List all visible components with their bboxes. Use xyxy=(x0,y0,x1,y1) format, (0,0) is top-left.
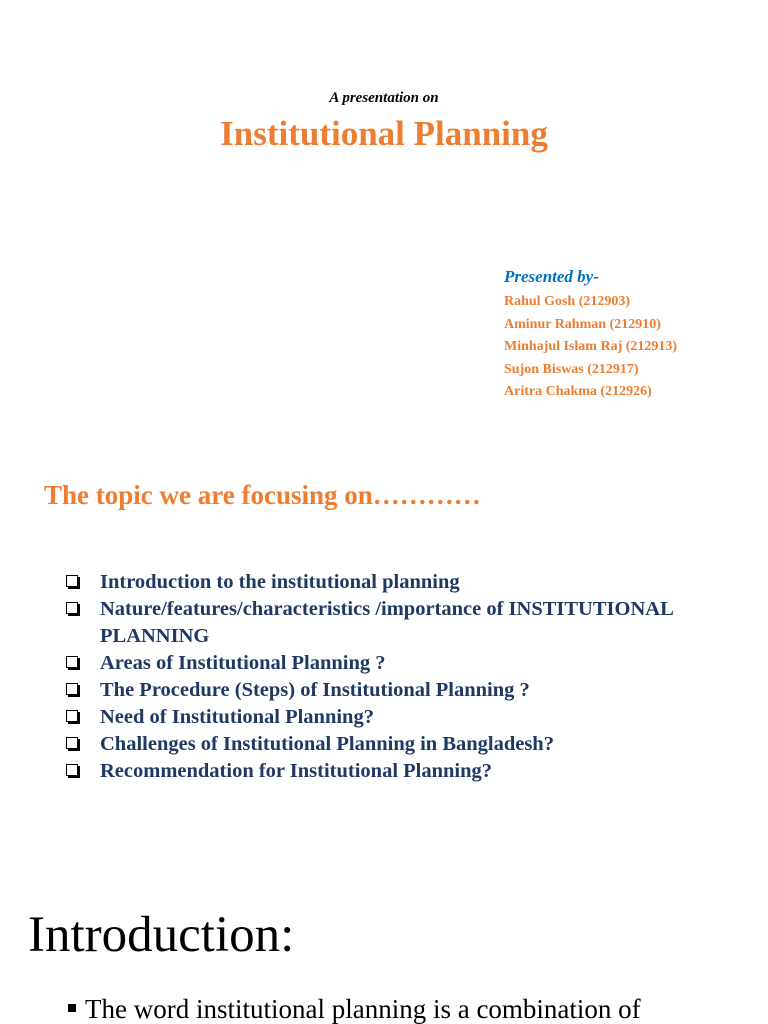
topic-item xyxy=(66,677,746,704)
topic-item xyxy=(66,758,746,785)
topic-item-label: Need of Institutional Planning? xyxy=(100,706,374,728)
topics-heading: The topic we are focusing on………… xyxy=(44,480,481,510)
presenter-item: Rahul Gosh (212903) xyxy=(504,294,631,309)
checkbox-square-icon xyxy=(66,602,78,614)
presenter-item: Aritra Chakma (212926) xyxy=(504,384,652,399)
topic-item xyxy=(66,596,746,650)
presenter-item: Sujon Biswas (212917) xyxy=(504,361,639,377)
topic-item xyxy=(66,731,746,758)
presented-by-label: Presented by- xyxy=(504,267,599,286)
introduction-bullet xyxy=(68,994,641,1024)
checkbox-square-icon xyxy=(66,656,78,668)
topic-item-label: The Procedure (Steps) of Institutional Planning ? xyxy=(100,679,530,701)
topic-item-label: Areas of Institutional Planning ? xyxy=(100,652,386,674)
presenter-item: Minhajul Islam Raj (212913) xyxy=(504,339,678,354)
topic-item-label: Nature/features/characteristics /importance of INSTITUTIONAL PLANNING xyxy=(100,598,673,647)
topic-item-label: Recommendation for Institutional Planning? xyxy=(100,760,493,782)
presenter-item: Aminur Rahman (212910) xyxy=(504,316,661,332)
topic-list xyxy=(66,569,746,785)
topic-item xyxy=(66,650,746,677)
square-bullet-icon xyxy=(68,1004,76,1012)
presenter-list xyxy=(504,291,677,404)
topic-item xyxy=(66,569,746,596)
checkbox-square-icon xyxy=(66,764,78,776)
checkbox-square-icon xyxy=(66,683,78,695)
presentation-title: Institutional Planning xyxy=(220,114,548,153)
topic-item-label: Introduction to the institutional planning xyxy=(100,571,460,593)
topic-item-label: Challenges of Institutional Planning in Bangladesh? xyxy=(100,733,554,755)
checkbox-square-icon xyxy=(66,575,78,587)
topic-item xyxy=(66,704,746,731)
presentation-subtitle: A presentation on xyxy=(329,90,439,106)
checkbox-square-icon xyxy=(66,710,78,722)
checkbox-square-icon xyxy=(66,737,78,749)
introduction-heading: Introduction: xyxy=(28,907,295,963)
introduction-bullet-text: The word institutional planning is a combination of xyxy=(85,994,641,1024)
